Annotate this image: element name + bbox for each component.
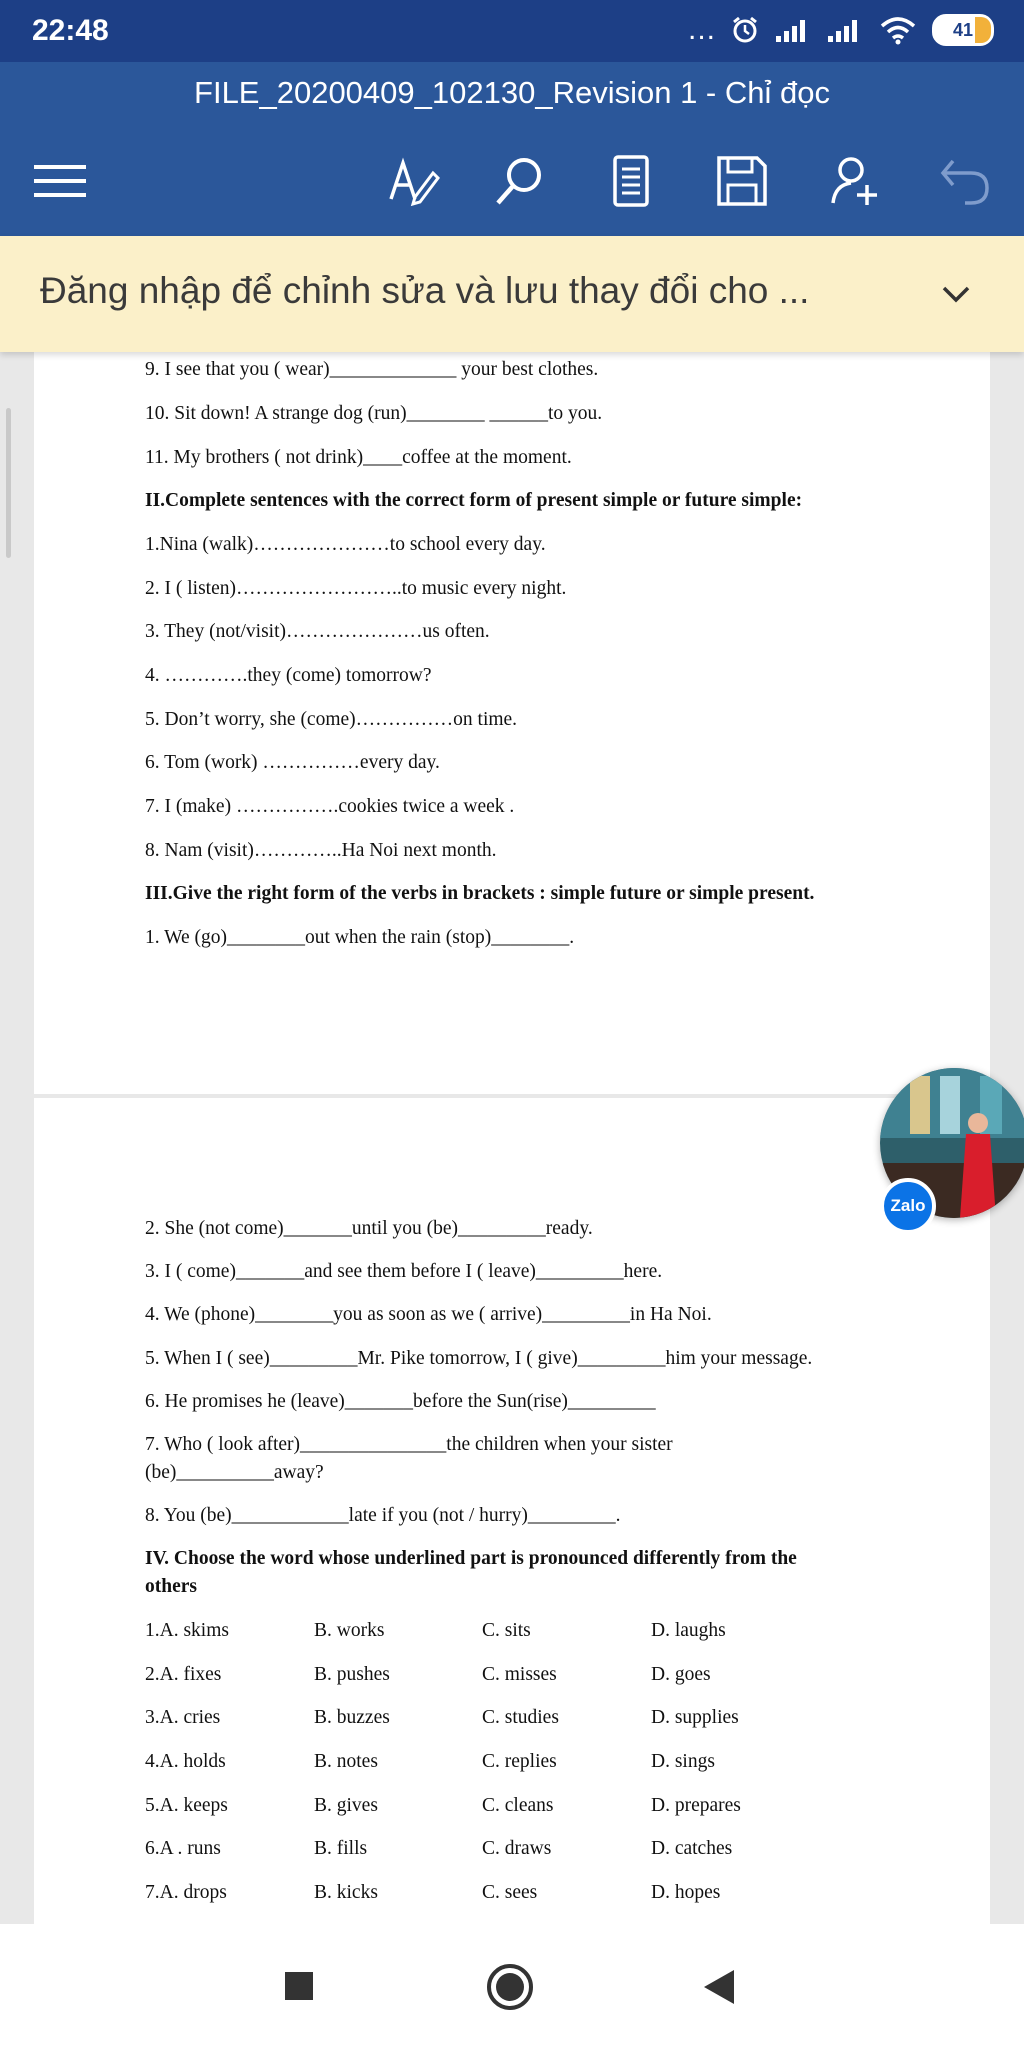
exercise-line: 8. You (be)____________late if you (not / hurry)_________. (145, 1505, 621, 1526)
option-cell: B. buzzes (314, 1707, 390, 1728)
signal-icon (774, 16, 812, 44)
exercise-line: 11. My brothers ( not drink)____coffee at the moment. (145, 447, 572, 468)
exercise-line: 2. She (not come)_______until you (be)_________ready. (145, 1218, 593, 1239)
option-cell: D. prepares (651, 1795, 741, 1816)
option-cell: 2.A. fixes (145, 1664, 222, 1685)
option-cell: B. notes (314, 1751, 378, 1772)
option-cell: C. misses (482, 1664, 557, 1685)
document-canvas[interactable] (0, 352, 1024, 1924)
option-cell: 5.A. keeps (145, 1795, 228, 1816)
option-cell: D. supplies (651, 1707, 739, 1728)
undo-icon (937, 153, 993, 209)
notification-dots: ... (687, 13, 716, 46)
document-title: FILE_20200409_102130_Revision 1 - Chỉ đọc (0, 62, 1024, 124)
exercise-line: 1.Nina (walk)…………………to school every day. (145, 534, 546, 555)
option-cell: 6.A . runs (145, 1838, 221, 1859)
exercise-line: 1. We (go)________out when the rain (stop)________. (145, 927, 575, 948)
document-page-1 (34, 352, 990, 1094)
option-cell: C. cleans (482, 1795, 554, 1816)
option-cell: D. sings (651, 1751, 715, 1772)
share-icon (827, 153, 883, 209)
exercise-line: 5. Don’t worry, she (come)……………on time. (145, 709, 518, 730)
option-cell: C. replies (482, 1751, 557, 1772)
alarm-icon (730, 15, 760, 45)
toolbar (0, 124, 1024, 236)
edit-button[interactable] (378, 146, 448, 216)
undo-button[interactable] (930, 146, 1000, 216)
reading-view-icon (609, 153, 653, 209)
back-icon[interactable] (702, 1968, 736, 2006)
save-button[interactable] (707, 146, 777, 216)
option-cell: C. draws (482, 1838, 552, 1859)
save-icon (714, 153, 770, 209)
scrollbar[interactable] (6, 408, 11, 558)
navigation-bar (0, 1924, 1024, 2048)
status-bar (0, 0, 1024, 62)
exercise-line: 3. I ( come)_______and see them before I ( leave)_________here. (145, 1261, 663, 1282)
exercise-line: 5. When I ( see)_________Mr. Pike tomorrow, I ( give)_________him your message. (145, 1348, 813, 1369)
option-cell: B. gives (314, 1795, 378, 1816)
zalo-badge-icon[interactable]: Zalo (880, 1178, 936, 1234)
exercise-line: 4. ………….they (come) tomorrow? (145, 665, 432, 686)
exercise-line: 7. Who ( look after)_______________the children when your sister (145, 1434, 673, 1455)
section-heading: III.Give the right form of the verbs in brackets : simple future or simple present. (145, 883, 815, 904)
reading-view-button[interactable] (596, 146, 666, 216)
document-page-2 (34, 1098, 990, 1924)
exercise-line: 10. Sit down! A strange dog (run)________ ______to you. (145, 403, 603, 424)
section-heading: others (145, 1576, 197, 1597)
search-button[interactable] (485, 146, 555, 216)
sign-in-banner[interactable] (0, 236, 1024, 352)
battery-level: 41 (952, 19, 974, 40)
exercise-line: 4. We (phone)________you as soon as we ( arrive)_________in Ha Noi. (145, 1304, 712, 1325)
status-time: 22:48 (32, 14, 109, 47)
wifi-icon (878, 15, 918, 45)
option-cell: D. hopes (651, 1882, 721, 1903)
option-cell: 1.A. skims (145, 1620, 229, 1641)
option-cell: 4.A. holds (145, 1751, 226, 1772)
exercise-line: 7. I (make) …………….cookies twice a week . (145, 796, 515, 817)
exercise-line: 2. I ( listen)……………………..to music every night. (145, 578, 567, 599)
option-cell: B. fills (314, 1838, 368, 1859)
edit-icon (385, 153, 441, 209)
option-cell: 3.A. cries (145, 1707, 221, 1728)
chevron-down-icon[interactable] (936, 274, 976, 314)
exercise-line: 6. He promises he (leave)_______before the Sun(rise)_________ (145, 1391, 656, 1412)
exercise-line: 3. They (not/visit)…………………us often. (145, 621, 490, 642)
menu-icon (32, 161, 88, 201)
exercise-line: (be)__________away? (145, 1462, 324, 1483)
option-cell: C. studies (482, 1707, 559, 1728)
option-cell: C. sits (482, 1620, 531, 1641)
option-cell: C. sees (482, 1882, 538, 1903)
option-cell: B. works (314, 1620, 385, 1641)
option-cell: B. kicks (314, 1882, 378, 1903)
share-button[interactable] (820, 146, 890, 216)
home-icon[interactable] (486, 1963, 534, 2011)
exercise-line: 9. I see that you ( wear)_____________ your best clothes. (145, 359, 599, 380)
battery-icon (932, 14, 994, 46)
section-heading: II.Complete sentences with the correct form of present simple or future simple: (145, 490, 803, 511)
exercise-line: 8. Nam (visit)…………..Ha Noi next month. (145, 840, 497, 861)
option-cell: D. goes (651, 1664, 711, 1685)
banner-text: Đăng nhập để chỉnh sửa và lưu thay đổi cho ... (40, 270, 810, 311)
option-cell: 7.A. drops (145, 1882, 227, 1903)
signal-icon-2 (826, 16, 864, 44)
option-cell: D. laughs (651, 1620, 726, 1641)
menu-button[interactable] (25, 146, 95, 216)
section-heading: IV. Choose the word whose underlined part is pronounced differently from the (145, 1548, 797, 1569)
search-icon (492, 153, 548, 209)
option-cell: B. pushes (314, 1664, 390, 1685)
exercise-line: 6. Tom (work) ……………every day. (145, 752, 440, 773)
option-cell: D. catches (651, 1838, 733, 1859)
recents-icon[interactable] (283, 1970, 315, 2002)
status-icons (688, 14, 994, 46)
